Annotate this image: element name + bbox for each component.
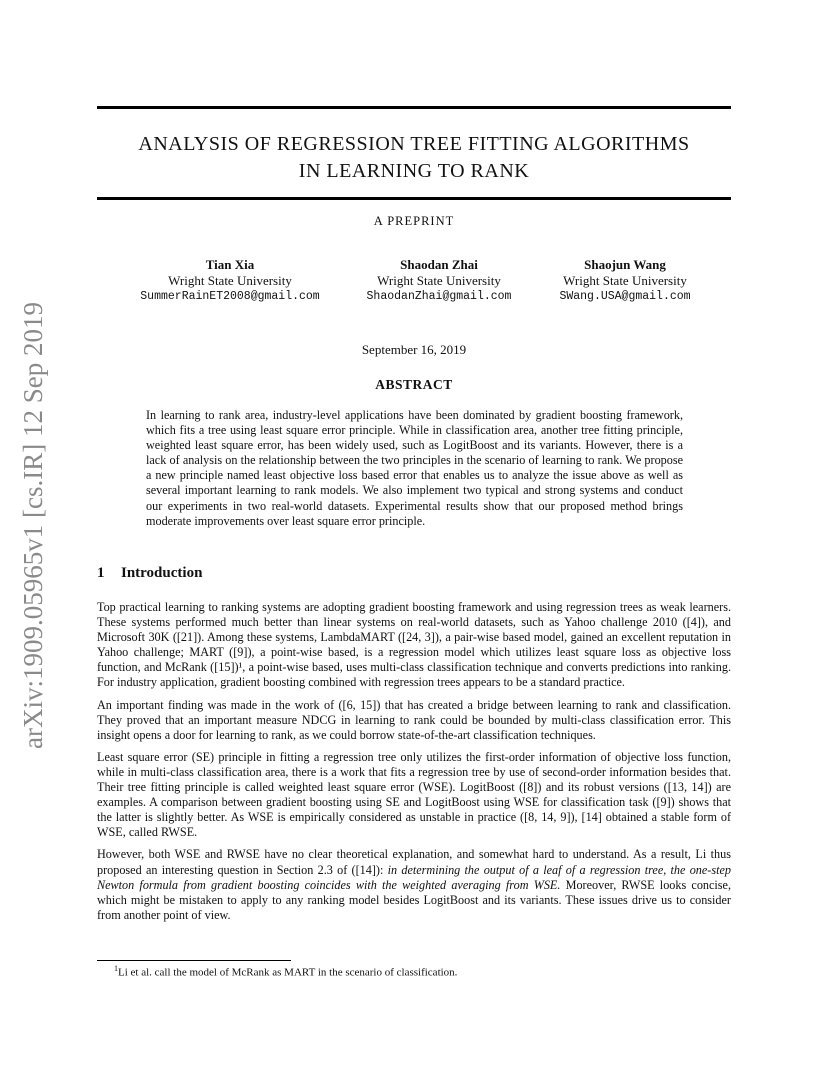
paragraph: An important finding was made in the work of ([6, 15]) that has created a bridge between learning to rank and classification. They proved that an important measure NDCG in learning to rank could be bounded by multi-class classification error. This insight opens a door for learning to rank, as we could borrow state-of-the-art classification techniques.	[97, 697, 731, 742]
author-name: Shaodan Zhai	[400, 257, 478, 272]
author-affiliation: Wright State University	[563, 273, 687, 288]
arxiv-stamp: arXiv:1909.05965v1 [cs.IR] 12 Sep 2019	[18, 302, 48, 750]
publication-date: September 16, 2019	[361, 342, 467, 357]
author-name: Shaojun Wang	[584, 257, 666, 272]
author-affiliation: Wright State University	[168, 273, 292, 288]
paragraph: Top practical learning to ranking systems are adopting gradient boosting framework and using regression trees as weak learners. These systems performed much better than linear systems on real-world datasets, such as Yahoo challenge 2010 ([4]), and Microsoft 30K ([21]). Among these systems, LambdaMART ([24, 3]), a pair-wise based model, gained an excellent reputation in Yahoo challenge; MART ([9]), a point-wise based, is a regression model which utilizes least square loss as objective loss function, and McRank ([15])¹, a point-wise based, uses multi-class classification technique and converts predictions into ranking. For industry application, gradient boosting combined with regression trees appears to be a standard practice.	[97, 600, 731, 690]
paper-title	[97, 131, 731, 185]
author-affiliation: Wright State University	[377, 273, 501, 288]
body-text	[97, 600, 731, 930]
author-name: Tian Xia	[205, 257, 255, 272]
section-title: Introduction	[121, 565, 203, 581]
author-email[interactable]: ShaodanZhai@gmail.com	[366, 290, 512, 303]
paragraph-text: Moreover, RWSE looks concise, which might be mistaken to apply to any ranking model besides LogitBoost and its variants. These issues drive us to consider from another point of view.	[97, 877, 731, 922]
section-heading	[97, 565, 202, 582]
quoted-question: in determining the output of a leaf of a regression tree, the one-step Newton formula from gradient boosting coincides with the weighted averaging from WSE.	[97, 862, 731, 892]
paragraph: Least square error (SE) principle in fitting a regression tree only utilizes the first-order information of objective loss function, while in multi-class classification area, there is a work that fits a regression tree by use of second-order information besides that. Their tree fitting principle is called weighted least square error (WSE). LogitBoost ([8]) and its robust versions ([13, 14]) are examples. A comparison between gradient boosting using SE and LogitBoost using WSE for classification task ([9]) shows that the latter is slightly better. As WSE is empirically considered as unstable in practice ([8, 14, 9]), [14] obtained a stable form of WSE, called RWSE.	[97, 749, 731, 840]
author-block-3	[525, 257, 725, 305]
author-block-2	[339, 257, 539, 305]
author-email[interactable]: SummerRainET2008@gmail.com	[140, 290, 320, 303]
footnote-rule	[97, 960, 291, 961]
author-email[interactable]: SWang.USA@gmail.com	[559, 290, 691, 303]
top-rule	[97, 106, 731, 109]
paragraph	[97, 847, 731, 922]
abstract-text: In learning to rank area, industry-level applications have been dominated by gradient boosting framework, which fits a tree using least square error principle. While in classification area, another tree fitting principle, weighted least square error, has been widely used, such as LogitBoost and its variants. However, there is a lack of analysis on the relationship between the two principles in the scenario of learning to rank. We propose a new principle named least objective loss based error that enables us to analyze the issue above as well as several important learning to rank models. We also implement two typical and strong systems and conduct our experiments in two real-world datasets. Experimental results show that our proposed method brings moderate improvements over least square error principle.	[146, 408, 683, 528]
title-line-1: ANALYSIS OF REGRESSION TREE FITTING ALGORITHMS	[138, 133, 690, 155]
title-bottom-rule	[97, 197, 731, 200]
section-number: 1	[97, 565, 105, 581]
paragraph-text: However, both WSE and RWSE have no clear theoretical explanation, and somewhat hard to understand. As a result, Li thus proposed an interesting question in Section 2.3 of ([14]):	[97, 847, 731, 877]
title-line-2: IN LEARNING TO RANK	[298, 160, 530, 182]
author-block-1	[130, 257, 330, 305]
footnote-text: Li et al. call the model of McRank as MART in the scenario of classification.	[118, 966, 458, 979]
abstract-heading: ABSTRACT	[375, 377, 453, 392]
footnote-mark: 1	[114, 964, 118, 973]
preprint-label: A PREPRINT	[373, 214, 455, 228]
footnote	[114, 964, 457, 979]
